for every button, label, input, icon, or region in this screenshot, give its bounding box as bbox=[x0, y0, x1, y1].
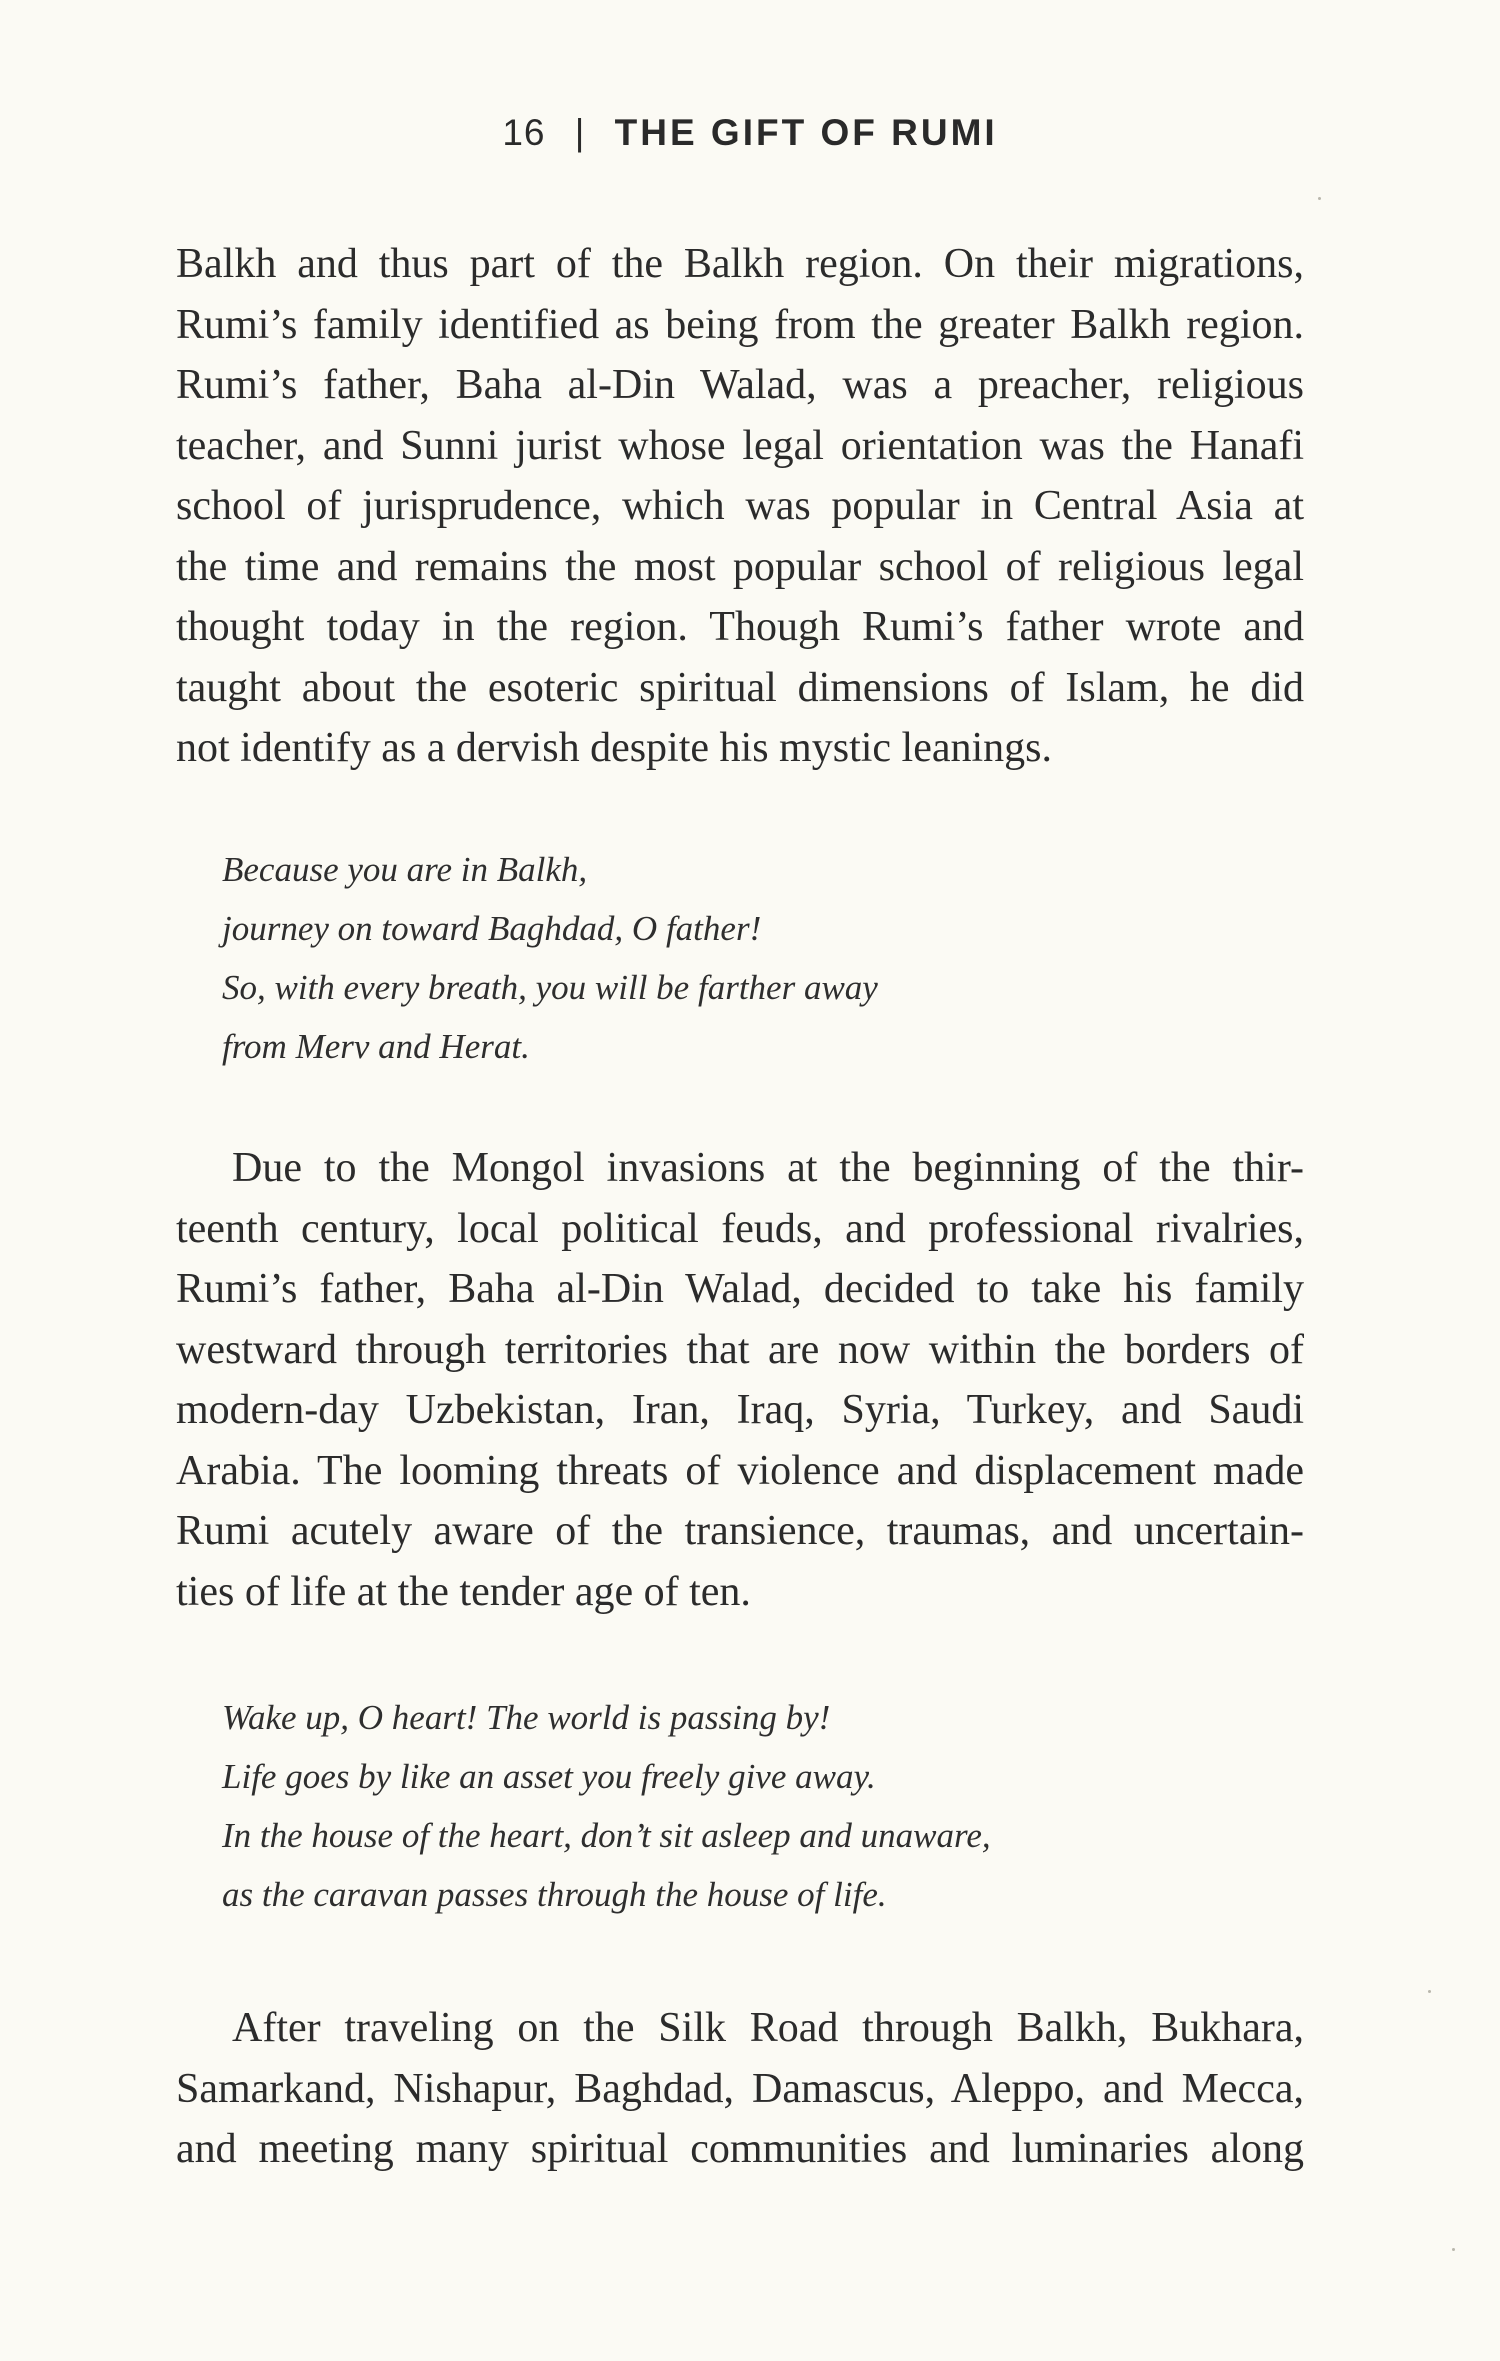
paragraph-line: westward through territories that are now within the borders of bbox=[176, 1326, 1304, 1373]
paragraph-1 bbox=[176, 234, 1304, 779]
paragraph-line: thought today in the region. Though Rumi’s father wrote and bbox=[176, 604, 1304, 650]
verse-line: Because you are in Balkh, bbox=[222, 850, 588, 889]
header-separator: | bbox=[574, 112, 586, 153]
verse-line: Wake up, O heart! The world is passing by! bbox=[222, 1698, 831, 1737]
paper-speck bbox=[1428, 1990, 1431, 1993]
verse-line: as the caravan passes through the house of life. bbox=[222, 1875, 887, 1914]
paragraph-line: Rumi’s family identified as being from the greater Balkh region. bbox=[176, 301, 1304, 348]
verse-2 bbox=[222, 1688, 991, 1924]
paragraph-line: Rumi acutely aware of the transience, traumas, and uncertain- bbox=[176, 1508, 1304, 1554]
verse-line: So, with every breath, you will be farther away bbox=[222, 968, 878, 1007]
verse-line: journey on toward Baghdad, O father! bbox=[222, 909, 762, 948]
paragraph-line: ties of life at the tender age of ten. bbox=[176, 1568, 751, 1615]
paragraph-line: and meeting many spiritual communities and luminaries along bbox=[176, 2126, 1304, 2172]
paper-speck bbox=[1452, 2248, 1455, 2251]
paragraph-line: school of jurisprudence, which was popular in Central Asia at bbox=[176, 483, 1304, 529]
paragraph-line: teenth century, local political feuds, and professional rivalries, bbox=[176, 1205, 1304, 1252]
paragraph-line: Rumi’s father, Baha al-Din Walad, decided to take his family bbox=[176, 1266, 1304, 1312]
book-title: THE GIFT OF RUMI bbox=[614, 112, 998, 153]
paragraph-line: Samarkand, Nishapur, Baghdad, Damascus, Aleppo, and Mecca, bbox=[176, 2065, 1304, 2112]
paragraph-line: Balkh and thus part of the Balkh region. On their migrations, bbox=[176, 241, 1304, 287]
paragraph-line: Rumi’s father, Baha al-Din Walad, was a preacher, religious bbox=[176, 362, 1304, 408]
paragraph-line: Arabia. The looming threats of violence and displacement made bbox=[176, 1447, 1304, 1494]
paragraph-3 bbox=[176, 1998, 1304, 2180]
paper-speck bbox=[1318, 197, 1321, 200]
paragraph-line: not identify as a dervish despite his mystic leanings. bbox=[176, 725, 1053, 771]
paragraph-line: Due to the Mongol invasions at the beginning of the thir- bbox=[232, 1145, 1304, 1191]
paragraph-line: modern-day Uzbekistan, Iran, Iraq, Syria, Turkey, and Saudi bbox=[176, 1387, 1304, 1433]
page-number: 16 bbox=[502, 112, 546, 153]
verse-line: from Merv and Herat. bbox=[222, 1027, 530, 1066]
verse-line: Life goes by like an asset you freely give away. bbox=[222, 1757, 876, 1796]
paragraph-line: taught about the esoteric spiritual dimensions of Islam, he did bbox=[176, 664, 1304, 711]
paragraph-line: teacher, and Sunni jurist whose legal orientation was the Hanafi bbox=[176, 422, 1304, 469]
paragraph-line: After traveling on the Silk Road through Balkh, Bukhara, bbox=[232, 2005, 1304, 2051]
paragraph-2 bbox=[176, 1138, 1304, 1622]
paragraph-line: the time and remains the most popular school of religious legal bbox=[176, 543, 1304, 590]
verse-1 bbox=[222, 840, 878, 1076]
verse-line: In the house of the heart, don’t sit asleep and unaware, bbox=[222, 1816, 991, 1855]
running-header bbox=[0, 112, 1500, 154]
